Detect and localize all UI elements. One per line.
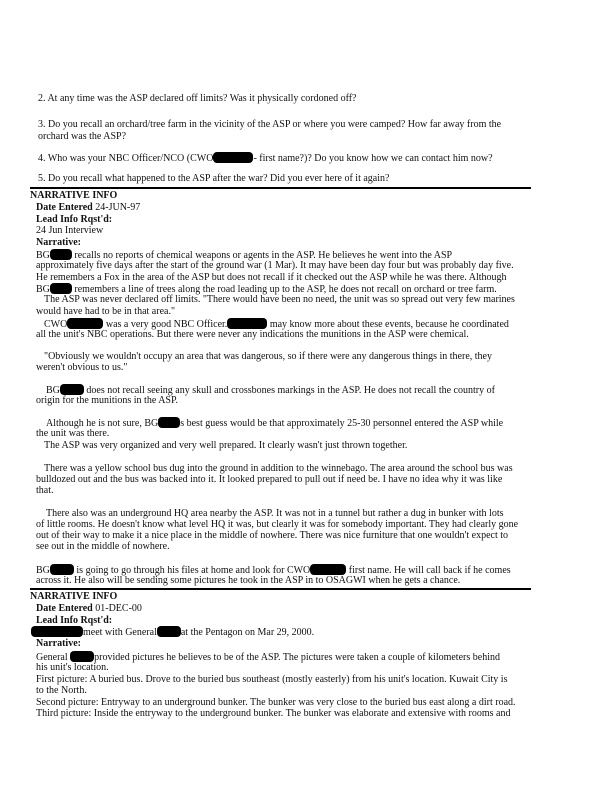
question-4 bbox=[38, 152, 493, 165]
paragraph-line: The ASP was very organized and very well prepared. It clearly wasn't just thrown together. bbox=[44, 440, 408, 451]
redaction bbox=[67, 318, 103, 329]
paragraph-line: all the unit's NBC operations. But there were never any indications the munitions in the ASP were chemical. bbox=[36, 329, 469, 340]
question-5: 5. Do you recall what happened to the ASP after the war? Did you ever here of it again? bbox=[38, 173, 390, 184]
redaction bbox=[157, 626, 181, 637]
paragraph-line: There also was an underground HQ area nearby the ASP. It was not in a tunnel but rather a dug in bunker with lots bbox=[46, 508, 504, 519]
text: meet with General bbox=[83, 627, 157, 638]
text: BG bbox=[36, 565, 50, 576]
paragraph-line: that. bbox=[36, 485, 54, 496]
section-heading: NARRATIVE INFO bbox=[30, 591, 118, 602]
text: Although he is not sure, BG bbox=[46, 418, 159, 429]
text: remembers a line of trees along the road leading up to the ASP, he does not recall on orchard or tree farm. bbox=[74, 284, 497, 295]
date-entered bbox=[36, 603, 142, 615]
label: Date Entered bbox=[36, 202, 93, 213]
paragraph-line: see out in the middle of nowhere. bbox=[36, 541, 170, 552]
redaction bbox=[60, 384, 84, 395]
text: does not recall seeing any skull and crossbones markings in the ASP. He does not recall the country of bbox=[86, 385, 495, 396]
paragraph-line: He remembers a Fox in the area of the ASP but does not recall if it checked out the ASP while he was there. Although bbox=[36, 272, 507, 283]
redaction bbox=[310, 564, 346, 575]
paragraph-line: Third picture: Inside the entryway to the underground bunker. The bunker was elaborate and extensive with rooms and bbox=[36, 708, 511, 719]
lead-value: 24 Jun Interview bbox=[36, 225, 104, 236]
text: - first name?)? Do you know how we can contact him now? bbox=[253, 153, 493, 164]
paragraph-line: weren't obvious to us." bbox=[36, 362, 128, 373]
redaction bbox=[50, 283, 72, 294]
paragraph-line: his unit's location. bbox=[36, 662, 109, 673]
paragraph-line: of little rooms. He doesn't know what level HQ it was, but clearly it was for somebody important. They had clearly gone bbox=[36, 519, 519, 530]
text: provided pictures he believes to be of the ASP. The pictures were taken a couple of kilometers behind bbox=[94, 652, 500, 663]
text: is going to go through his files at home and look for CWO bbox=[76, 565, 311, 576]
text: s best guess would be that approximately 25-30 personnel entered the ASP while bbox=[180, 418, 504, 429]
paragraph-line: bulldozed out and the bus was backed into it. It looked prepared to pull out if need be. I have no idea why it was like bbox=[36, 474, 503, 485]
paragraph-line: The ASP was never declared off limits. "There would have been no need, the unit was so spread out very few marines bbox=[44, 294, 515, 305]
text: at the Pentagon on Mar 29, 2000. bbox=[180, 627, 315, 638]
redaction bbox=[213, 152, 253, 163]
redaction bbox=[31, 626, 83, 637]
paragraph-line bbox=[46, 417, 503, 430]
lead-label: Lead Info Rqst'd: bbox=[36, 615, 113, 626]
text: BG bbox=[46, 385, 60, 396]
paragraph-line: origin for the munitions in the ASP. bbox=[36, 395, 178, 406]
redaction bbox=[70, 651, 94, 662]
paragraph-line: out of their way to make it a nice place in the middle of nowhere. There was nice furniture that one wouldn't expect to bbox=[36, 530, 509, 541]
text: General bbox=[36, 652, 68, 663]
question-2: 2. At any time was the ASP declared off limits? Was it physically cordoned off? bbox=[38, 93, 357, 104]
question-3-cont: orchard was the ASP? bbox=[38, 131, 127, 142]
divider bbox=[30, 588, 531, 590]
paragraph-line: would have had to be in that area." bbox=[36, 306, 176, 317]
text: BG bbox=[36, 284, 50, 295]
redaction bbox=[50, 564, 74, 575]
narrative-label: Narrative: bbox=[36, 237, 81, 248]
text: BG bbox=[36, 250, 50, 261]
text: 4. Who was your NBC Officer/NCO (CWO bbox=[38, 153, 214, 164]
label: Date Entered bbox=[36, 603, 93, 614]
paragraph-line: the unit was there. bbox=[36, 428, 110, 439]
question-3: 3. Do you recall an orchard/tree farm in the vicinity of the ASP or where you were camped? How far away from the bbox=[38, 119, 502, 130]
redaction bbox=[227, 318, 267, 329]
paragraph-line: There was a yellow school bus dug into the ground in addition to the winnebago. The area around the school bus was bbox=[44, 463, 513, 474]
paragraph-line: Second picture: Entryway to an underground bunker. The bunker was very close to the buried bus east along a dirt road. bbox=[36, 697, 516, 708]
section-heading: NARRATIVE INFO bbox=[30, 190, 118, 201]
text: CWO bbox=[44, 319, 68, 330]
text: recalls no reports of chemical weapons or agents in the ASP. He believes he went into the ASP bbox=[74, 250, 453, 261]
value: 01-DEC-00 bbox=[95, 603, 142, 614]
text: was a very good NBC Officer. bbox=[105, 319, 228, 330]
narrative-label: Narrative: bbox=[36, 638, 81, 649]
paragraph-line: to the North. bbox=[36, 685, 87, 696]
value: 24-JUN-97 bbox=[95, 202, 141, 213]
text: may know more about these events, because he coordinated bbox=[269, 319, 509, 330]
redaction bbox=[158, 417, 180, 428]
redaction bbox=[50, 249, 72, 260]
date-entered bbox=[36, 202, 140, 214]
paragraph-line: approximately five days after the start of the ground war (1 Mar). It may have been day four but was probably day five. bbox=[36, 260, 514, 271]
paragraph-line: "Obviously we wouldn't occupy an area that was dangerous, so if there were any dangerous things in there, they bbox=[44, 351, 492, 362]
lead-label: Lead Info Rqst'd: bbox=[36, 214, 113, 225]
divider bbox=[30, 187, 531, 189]
paragraph-line: First picture: A buried bus. Drove to the buried bus southeast (mostly easterly) from his unit's location. Kuwait City is bbox=[36, 674, 508, 685]
text: first name. He will call back if he comes bbox=[348, 565, 511, 576]
paragraph-line: across it. He also will be sending some pictures he took in the ASP in to OSAGWI when he gets a chance. bbox=[36, 575, 461, 586]
